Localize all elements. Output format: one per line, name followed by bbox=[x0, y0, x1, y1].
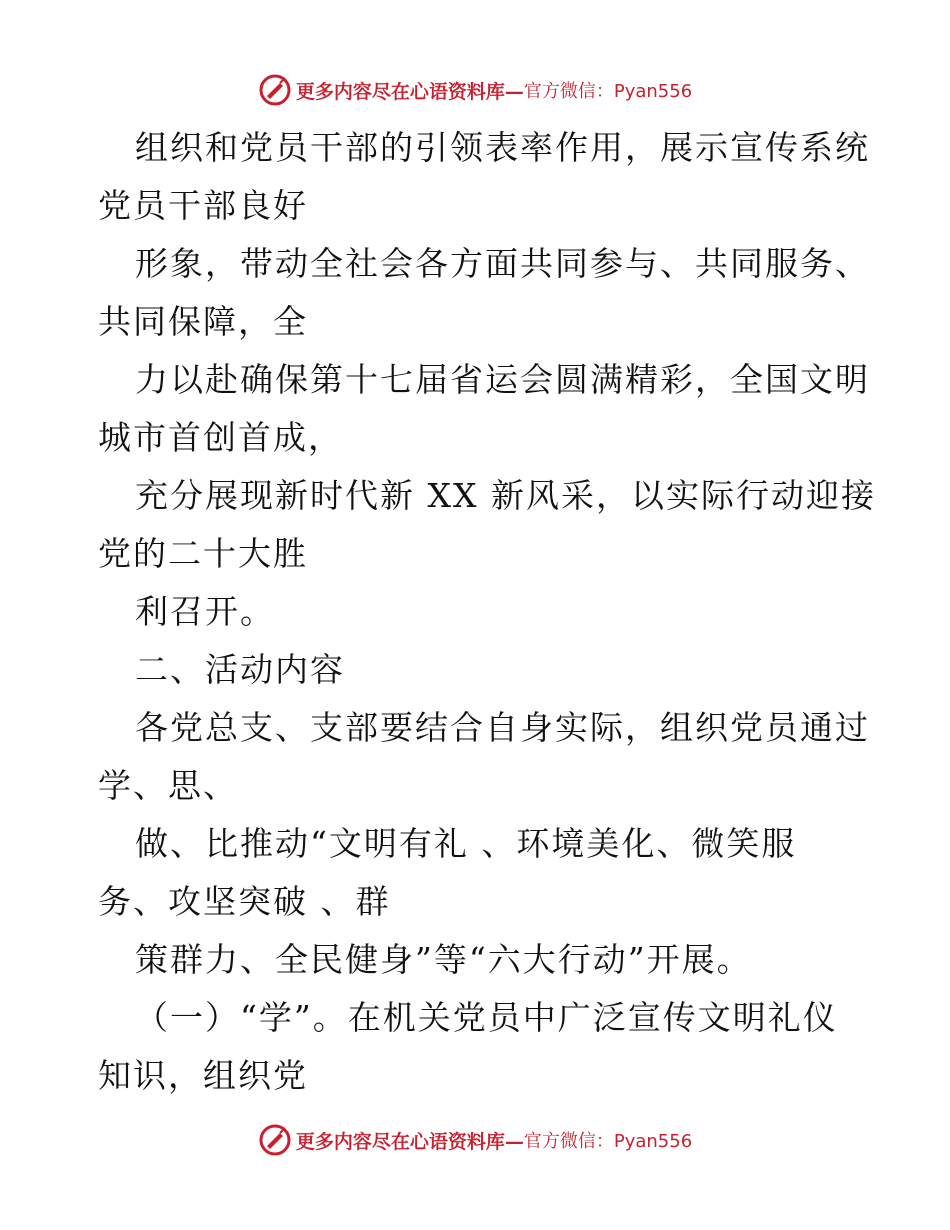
document-body bbox=[98, 119, 876, 1105]
body-line: 利召开。 bbox=[135, 592, 275, 631]
body-line: 共同保障，全 bbox=[98, 302, 308, 341]
header-watermark bbox=[0, 70, 950, 110]
body-line: 各党总支、支部要结合自身实际，组织党员通过 bbox=[135, 708, 870, 747]
body-line: 党的二十大胜 bbox=[98, 534, 308, 573]
watermark-text: 更多内容尽在心语资料库— bbox=[295, 1130, 524, 1153]
body-line: 务、攻坚突破 、群 bbox=[98, 882, 391, 921]
body-line: 做、比推动“文明有礼 、环境美化、微笑服 bbox=[135, 824, 797, 863]
body-line: 策群力、全民健身”等“六大行动”开展。 bbox=[135, 940, 752, 979]
body-line: 充分展现新时代新 XX 新风采，以实际行动迎接 bbox=[135, 476, 876, 515]
body-line: 城市首创首成， bbox=[98, 418, 343, 457]
footer-watermark bbox=[0, 1120, 950, 1160]
watermark-contact: 官方微信：Pyan556 bbox=[523, 81, 693, 102]
watermark-contact: 官方微信：Pyan556 bbox=[523, 1131, 693, 1152]
body-line: 知识，组织党 bbox=[98, 1056, 308, 1095]
seal-logo-icon bbox=[258, 1123, 292, 1157]
watermark-text: 更多内容尽在心语资料库— bbox=[295, 80, 524, 103]
body-line: 党员干部良好 bbox=[98, 186, 308, 225]
body-line: （一）“学”。在机关党员中广泛宣传文明礼仪 bbox=[135, 998, 838, 1037]
section-heading: 二、活动内容 bbox=[135, 650, 345, 689]
body-line: 组织和党员干部的引领表率作用，展示宣传系统 bbox=[135, 128, 870, 167]
body-line: 形象，带动全社会各方面共同参与、共同服务、 bbox=[135, 244, 870, 283]
body-line: 力以赴确保第十七届省运会圆满精彩，全国文明 bbox=[135, 360, 870, 399]
body-line: 学、思、 bbox=[98, 766, 238, 805]
seal-logo-icon bbox=[258, 73, 292, 107]
